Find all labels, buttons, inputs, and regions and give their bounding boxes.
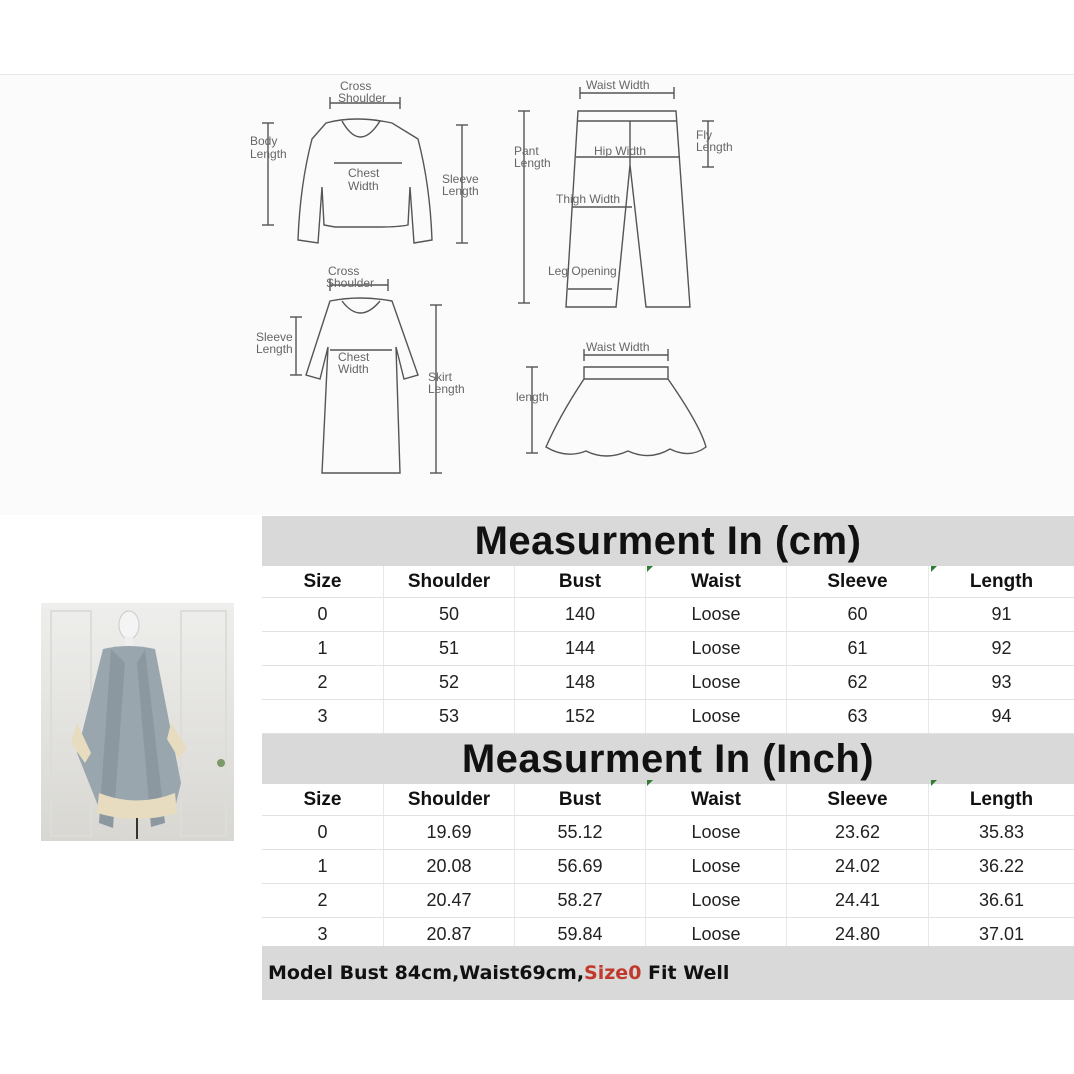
table-row: 2 20.47 58.27 Loose 24.41 36.61 [262, 884, 1074, 918]
model-fit-note [262, 946, 1074, 1000]
header-shoulder: Shoulder [384, 784, 515, 815]
svg-text:Width: Width [348, 179, 379, 193]
label-skirt-length-short: length [516, 390, 549, 404]
header-sleeve: Sleeve [787, 784, 929, 815]
label-pant-length: Pant [514, 144, 539, 158]
header-size: Size [262, 784, 384, 815]
header-length: Length [969, 788, 1034, 810]
table-row: 1 20.08 56.69 Loose 24.02 36.22 [262, 850, 1074, 884]
label-dress-chest-width: Chest [338, 350, 370, 364]
table-row: 3 53 152 Loose 63 94 [262, 700, 1074, 734]
header-bust: Bust [515, 566, 646, 597]
label-waist-width-skirt: Waist Width [586, 340, 650, 354]
cm-table-title: Measurment In (cm) [262, 516, 1074, 566]
note-size-highlight: Size0 [584, 962, 642, 984]
svg-text:Length: Length [428, 382, 465, 396]
garment-diagram-svg [0, 75, 1074, 515]
note-suffix: Fit Well [641, 962, 730, 984]
header-shoulder: Shoulder [384, 566, 515, 597]
label-dress-sleeve-length: Sleeve [256, 330, 293, 344]
label-body-length: Body [250, 134, 278, 148]
cell-marker-icon [931, 780, 937, 786]
label-leg-opening: Leg Opening [548, 264, 617, 278]
label-waist-width-pant: Waist Width [586, 78, 650, 92]
svg-text:Length: Length [250, 147, 287, 161]
label-cross-shoulder: Cross [340, 79, 372, 93]
table-row: 3 20.87 59.84 Loose 24.80 37.01 [262, 918, 1074, 952]
cell-marker-icon [647, 566, 653, 572]
table-row: 0 19.69 55.12 Loose 23.62 35.83 [262, 816, 1074, 850]
cm-table-header [262, 566, 1074, 598]
cell-marker-icon [647, 780, 653, 786]
label-hip-width: Hip Width [594, 144, 647, 158]
label-chest-width: Chest [348, 166, 380, 180]
header-sleeve: Sleeve [787, 566, 929, 597]
cell-marker-icon [931, 566, 937, 572]
label-thigh-width: Thigh Width [556, 192, 621, 206]
dress-icon [290, 279, 442, 473]
svg-text:Length: Length [256, 342, 293, 356]
note-prefix: Model Bust 84cm,Waist69cm, [268, 962, 585, 984]
svg-text:Shoulder: Shoulder [326, 276, 375, 290]
header-waist: Waist [646, 566, 787, 597]
label-dress-cross-shoulder: Cross [328, 264, 360, 278]
header-size: Size [262, 566, 384, 597]
label-fly-length: Fly [696, 128, 712, 142]
product-photo [41, 603, 234, 841]
header-bust: Bust [515, 784, 646, 815]
svg-text:Shoulder: Shoulder [338, 91, 387, 105]
inch-table-title: Measurment In (Inch) [262, 734, 1074, 784]
table-row: 1 51 144 Loose 61 92 [262, 632, 1074, 666]
table-row: 2 52 148 Loose 62 93 [262, 666, 1074, 700]
label-sleeve-length: Sleeve [442, 172, 479, 186]
header-waist: Waist [646, 784, 787, 815]
svg-text:Length: Length [442, 184, 479, 198]
inch-table-header [262, 784, 1074, 816]
header-length: Length [969, 570, 1034, 592]
table-row: 0 50 140 Loose 60 91 [262, 598, 1074, 632]
size-chart [262, 516, 1074, 1000]
skirt-icon [526, 349, 706, 456]
svg-text:Width: Width [338, 362, 369, 376]
svg-text:Length: Length [514, 156, 551, 170]
measurement-diagrams [0, 74, 1074, 515]
label-skirt-length: Skirt [428, 370, 452, 384]
svg-text:Length: Length [696, 140, 733, 154]
